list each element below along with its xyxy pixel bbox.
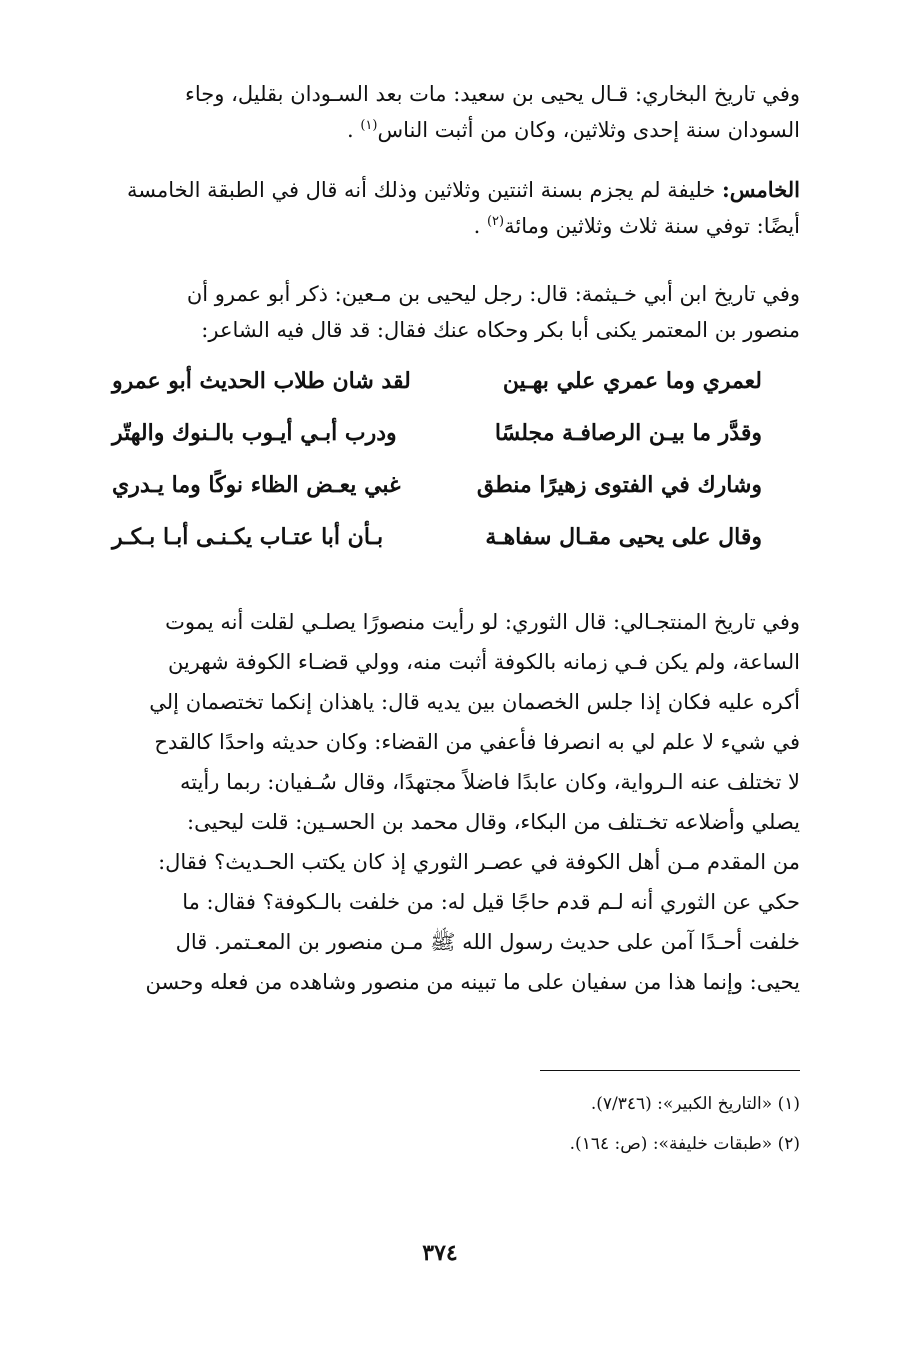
text-run: .: [346, 118, 361, 142]
verse-second-hemistich: ودرب أبـي أيـوب بالـنوك والهتّر: [112, 420, 397, 446]
poem-verse: [80, 420, 800, 472]
text-line: من المقدم مـن أهل الكوفة في عصـر الثوري إذ كان يكتب الحـديث؟ فقال:: [158, 850, 800, 874]
text-run: .: [473, 214, 487, 238]
page-number: ٣٧٤: [422, 1240, 458, 1266]
text-line: حكي عن الثوري أنه لـم قدم حاجًا قيل له: من خلفت بالـكوفة؟ فقال: ما: [182, 890, 800, 914]
text-line: وفي تاريخ البخاري: قـال يحيى بن سعيد: مات بعد السـودان بقليل، وجاء: [185, 82, 800, 106]
footnote-ref: (٢): [486, 214, 505, 229]
poem-verse: [80, 524, 800, 576]
text-line: يصلي وأضلاعه تخـتلف من البكاء، وقال محمد بن الحسـين: قلت ليحيى:: [187, 810, 800, 834]
text-run: أيضًا: توفي سنة ثلاث وثلاثين ومائة: [504, 214, 800, 238]
text-line: الساعة، ولم يكن فـي زمانه بالكوفة أثبت منه، وولي قضـاء الكوفة شهرين: [167, 650, 800, 674]
footnote: (١) «التاريخ الكبير»: (٧/٣٤٦).: [590, 1094, 800, 1114]
paragraph-bukhari: [80, 76, 800, 148]
text-line: في شيء لا علم لي به انصرفا فأعفي من القضاء: وكان حديثه واحدًا كالقدح: [154, 730, 800, 754]
text-line: يحيى: وإنما هذا من سفيان على ما تبينه من منصور وشاهده من فعله وحسن: [145, 970, 800, 994]
paragraph-abi-khaythama: [80, 276, 800, 348]
footnote: (٢) «طبقات خليفة»: (ص: ١٦٤).: [569, 1134, 800, 1154]
text-line: [80, 208, 800, 244]
verse-first-hemistich: لعمري وما عمري علي بهـين: [502, 368, 762, 394]
text-run: خليفة لم يجزم بسنة اثنتين وثلاثين وذلك أنه قال في الطبقة الخامسة: [127, 178, 723, 202]
verse-first-hemistich: وشارك في الفتوى زهيرًا منطق: [476, 472, 762, 498]
footnote-divider: [540, 1070, 800, 1071]
verse-second-hemistich: بـأن أبا عتـاب يكـنـى أبـا بـكـر: [112, 524, 384, 550]
text-line: خلفت أحـدًا آمن على حديث رسول الله ﷺ مـن منصور بن المعـتمر. قال: [175, 930, 800, 954]
text-line: وفي تاريخ ابن أبي خـيثمة: قال: رجل ليحيى بن مـعين: ذكر أبو عمرو أن: [186, 282, 800, 306]
text-line: وفي تاريخ المنتجـالي: قال الثوري: لو رأيت منصورًا يصلـي لقلت أنه يموت: [165, 610, 800, 634]
paragraph-khamis: [80, 172, 800, 244]
poem-verse: [80, 472, 800, 524]
verse-second-hemistich: لقد شان طلاب الحديث أبو عمرو: [112, 368, 411, 394]
text-line: [80, 112, 800, 148]
text-run: السودان سنة إحدى وثلاثين، وكان من أثبت الناس: [377, 118, 800, 142]
footnote-ref: (١): [360, 118, 378, 133]
text-line: منصور بن المعتمر يكنى أبا بكر وحكاه عنك فقال: قد قال فيه الشاعر:: [201, 318, 800, 342]
poem: [80, 368, 800, 576]
text-line: [80, 172, 800, 208]
paragraph-muntajali: [80, 602, 800, 1002]
text-line: أكره عليه فكان إذا جلس الخصمان بين يديه قال: ياهذان إنكما تختصمان إلي: [149, 690, 800, 714]
poem-verse: [80, 368, 800, 420]
text-line: لا تختلف عنه الـرواية، وكان عابدًا فاضلاً مجتهدًا، وقال سُـفيان: ربما رأيته: [179, 770, 800, 794]
paragraph-heading: الخامس:: [722, 177, 800, 202]
verse-second-hemistich: غبي يعـض الظاء نوكًا وما يـدري: [112, 472, 401, 498]
verse-first-hemistich: وقال على يحيى مقـال سفاهـة: [485, 524, 762, 550]
verse-first-hemistich: وقدَّر ما بيـن الرصافـة مجلسًا: [494, 420, 762, 446]
